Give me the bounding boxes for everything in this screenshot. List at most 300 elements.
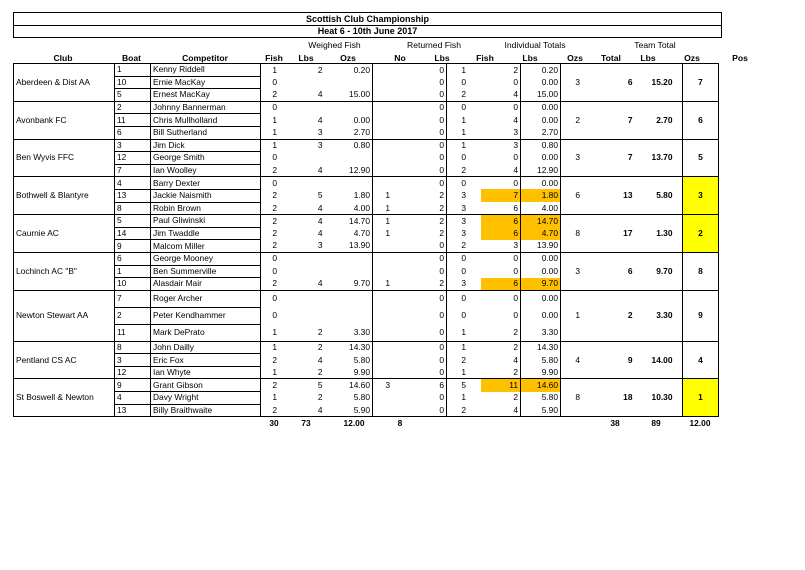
weighed-lbs [289, 76, 325, 89]
individual-fish: 1 [447, 64, 481, 77]
returned-no [373, 324, 403, 341]
individual-fish: 3 [447, 202, 481, 215]
individual-ozs: 4.00 [521, 202, 561, 215]
returned-lbs: 0 [403, 354, 447, 367]
returned-lbs: 0 [403, 252, 447, 265]
returned-lbs: 0 [403, 307, 447, 324]
weighed-fish-count: 2 [261, 354, 289, 367]
table-row [14, 101, 719, 114]
team-total-ozs: 5.80 [635, 177, 675, 215]
col-indiv-lbs: Lbs [522, 53, 538, 63]
returned-lbs: 2 [403, 227, 447, 240]
competitor-name: Grant Gibson [151, 379, 261, 392]
returned-no [373, 354, 403, 367]
returned-no: 1 [373, 278, 403, 291]
individual-ozs: 5.80 [521, 392, 561, 405]
returned-no [373, 240, 403, 253]
returned-lbs: 2 [403, 202, 447, 215]
weighed-lbs: 2 [289, 64, 325, 77]
boat-number: 11 [115, 324, 151, 341]
boat-number: 13 [115, 189, 151, 202]
club-name: St Boswell & Newton [14, 379, 115, 417]
returned-no [373, 366, 403, 379]
team-total-fish: 6 [561, 177, 595, 215]
col-team-total: Total [601, 53, 621, 63]
club-name: Avonbank FC [14, 101, 115, 139]
club-name: Bothwell & Blantyre [14, 177, 115, 215]
team-total-fish: 4 [561, 341, 595, 379]
individual-totals-header: Individual Totals [504, 40, 566, 50]
weighed-lbs: 5 [317, 190, 323, 201]
returned-lbs: 0 [403, 126, 447, 139]
weighed-lbs: 4 [317, 228, 323, 239]
individual-lbs: 3 [481, 139, 521, 152]
individual-ozs: 12.90 [521, 164, 561, 177]
weighed-ozs: 5.80 [325, 354, 373, 367]
spacer-cell [675, 252, 683, 290]
individual-fish: 1 [447, 324, 481, 341]
team-total-fish: 8 [561, 379, 595, 417]
individual-lbs: 0 [481, 101, 521, 114]
table-row [14, 341, 719, 354]
returned-no [373, 164, 403, 177]
individual-lbs: 2 [481, 324, 521, 341]
team-total-fish: 1 [561, 290, 595, 341]
weighed-fish-count: 0 [261, 152, 289, 165]
individual-fish: 3 [461, 228, 467, 239]
individual-lbs: 2 [481, 341, 521, 354]
weighed-ozs: 0.80 [325, 139, 373, 152]
weighed-lbs [289, 290, 325, 307]
weighed-lbs: 4 [317, 114, 323, 125]
individual-fish: 1 [461, 114, 467, 125]
weighed-fish-count: 1 [261, 126, 289, 139]
individual-lbs: 4 [481, 114, 521, 127]
returned-lbs: 0 [403, 366, 447, 379]
col-weighed-ozs: Ozs [340, 53, 356, 63]
club-name: Aberdeen & Dist AA [14, 64, 115, 102]
individual-fish: 0 [461, 265, 467, 276]
total-weighed-ozs: 12.00 [343, 418, 365, 428]
individual-ozs: 13.90 [521, 240, 561, 253]
competitor-name: Jackie Naismith [151, 189, 261, 202]
weighed-ozs: 3.30 [325, 324, 373, 341]
team-total-ozs: 1.30 [635, 215, 675, 253]
team-total-lbs: 7 [595, 139, 635, 177]
individual-fish: 2 [447, 89, 481, 102]
individual-fish: 3 [447, 215, 481, 228]
individual-fish: 2 [447, 404, 481, 417]
individual-ozs: 0.00 [521, 265, 561, 278]
weighed-fish-count: 1 [261, 114, 289, 127]
weighed-lbs: 2 [289, 341, 325, 354]
col-boat: Boat [121, 53, 142, 63]
team-total-ozs: 14.00 [635, 341, 675, 379]
individual-lbs: 11 [481, 379, 521, 392]
table-row [14, 64, 719, 77]
boat-number: 11 [115, 114, 151, 127]
returned-lbs: 0 [403, 101, 447, 114]
position-badge: 8 [683, 252, 719, 290]
team-total-fish: 3 [561, 64, 595, 102]
weighed-ozs [325, 101, 373, 114]
boat-number: 13 [115, 404, 151, 417]
total-team-lbs: 89 [651, 418, 661, 428]
individual-lbs: 7 [481, 189, 521, 202]
team-total-fish: 2 [561, 101, 595, 139]
weighed-ozs: 13.90 [325, 240, 373, 253]
boat-number: 10 [115, 76, 151, 89]
total-returned-no: 8 [397, 418, 403, 428]
returned-fish-header: Returned Fish [407, 40, 461, 50]
boat-number: 1 [115, 265, 151, 278]
weighed-ozs: 9.70 [325, 278, 373, 291]
individual-fish: 2 [447, 164, 481, 177]
weighed-fish-count: 2 [261, 215, 289, 228]
weighed-lbs: 3 [289, 126, 325, 139]
returned-lbs: 2 [403, 215, 447, 228]
spacer-cell [675, 341, 683, 379]
weighed-ozs: 15.00 [325, 89, 373, 102]
sheet-subtitle: Heat 6 - 10th June 2017 [13, 25, 722, 38]
individual-lbs: 6 [481, 202, 521, 215]
club-name: Caurnie AC [14, 215, 115, 253]
weighed-lbs: 4 [317, 354, 323, 365]
weighed-ozs: 5.80 [325, 392, 373, 405]
individual-ozs: 14.30 [521, 341, 561, 354]
individual-ozs: 0.00 [521, 76, 561, 89]
returned-no [373, 290, 403, 307]
team-total-header: Team Total [634, 40, 676, 50]
table-row [14, 139, 719, 152]
individual-lbs: 0 [481, 177, 521, 190]
weighed-fish-count: 2 [261, 278, 289, 291]
weighed-fish-count: 0 [261, 177, 289, 190]
competitor-name: Peter Kendhammer [151, 307, 261, 324]
returned-no [373, 64, 403, 77]
individual-ozs: 0.00 [521, 152, 561, 165]
competitor-name: Malcom Miller [151, 240, 261, 253]
individual-ozs: 14.60 [521, 379, 561, 392]
individual-lbs: 2 [481, 64, 521, 77]
col-team-lbs: Lbs [640, 53, 656, 63]
returned-lbs: 0 [403, 290, 447, 307]
competitor-name: George Smith [151, 152, 261, 165]
individual-ozs: 0.00 [521, 307, 561, 324]
boat-number: 10 [115, 278, 151, 291]
spacer-cell [675, 290, 683, 341]
sheet-title: Scottish Club Championship [13, 12, 722, 26]
competitor-name: George Mooney [151, 252, 261, 265]
club-name: Ben Wyvis FFC [14, 139, 115, 177]
boat-number: 9 [115, 379, 151, 392]
weighed-fish-count: 1 [261, 64, 289, 77]
individual-lbs: 0 [481, 152, 521, 165]
individual-ozs: 1.80 [521, 189, 561, 202]
returned-lbs: 0 [403, 139, 447, 152]
col-weighed-fish: Fish [265, 53, 283, 63]
spacer-cell [675, 215, 683, 253]
individual-lbs: 2 [481, 366, 521, 379]
returned-lbs: 2 [403, 189, 447, 202]
spacer-cell [675, 101, 683, 139]
boat-number: 6 [115, 126, 151, 139]
individual-ozs: 4.70 [521, 227, 561, 240]
position-badge: 4 [683, 341, 719, 379]
team-total-lbs: 13 [595, 177, 635, 215]
team-total-ozs: 3.30 [635, 290, 675, 341]
competitor-name: John Dailly [151, 341, 261, 354]
individual-ozs: 5.80 [521, 354, 561, 367]
competitor-name: Ian Whyte [151, 366, 261, 379]
spacer-cell [675, 139, 683, 177]
weighed-lbs: 5 [289, 379, 325, 392]
team-total-lbs: 2 [595, 290, 635, 341]
returned-no: 3 [373, 379, 403, 392]
team-total-ozs: 15.20 [635, 64, 675, 102]
returned-no [373, 139, 403, 152]
boat-number: 6 [115, 252, 151, 265]
weighed-fish-count: 2 [261, 227, 289, 240]
individual-lbs: 3 [481, 240, 521, 253]
individual-lbs: 4 [481, 404, 521, 417]
individual-ozs: 0.00 [521, 290, 561, 307]
individual-ozs: 14.70 [521, 215, 561, 228]
team-total-ozs: 13.70 [635, 139, 675, 177]
individual-lbs: 6 [481, 215, 521, 228]
weighed-ozs [325, 152, 373, 165]
col-indiv-fish: Fish [476, 53, 494, 63]
boat-number: 7 [115, 290, 151, 307]
col-returned-lbs: Lbs [434, 53, 450, 63]
spacer-cell [675, 177, 683, 215]
position-badge: 5 [683, 139, 719, 177]
total-team-total: 38 [610, 418, 620, 428]
weighed-fish-count: 0 [261, 101, 289, 114]
boat-number: 1 [115, 64, 151, 77]
returned-no [373, 307, 403, 324]
position-badge: 3 [683, 177, 719, 215]
weighed-lbs [289, 307, 325, 324]
individual-ozs: 15.00 [521, 89, 561, 102]
boat-number: 4 [115, 177, 151, 190]
boat-number: 8 [115, 341, 151, 354]
boat-number: 5 [115, 215, 151, 228]
total-weighed-fish: 30 [269, 418, 279, 428]
competitor-name: Kenny Riddell [151, 64, 261, 77]
weighed-lbs [289, 265, 325, 278]
returned-lbs: 0 [403, 76, 447, 89]
weighed-ozs [325, 307, 373, 324]
weighed-lbs [289, 152, 325, 165]
col-pos: Pos [732, 53, 748, 63]
individual-ozs: 0.20 [521, 64, 561, 77]
competitor-name: Roger Archer [151, 290, 261, 307]
returned-no [373, 404, 403, 417]
weighed-ozs [325, 177, 373, 190]
individual-ozs: 0.00 [521, 114, 561, 127]
individual-fish: 0 [447, 177, 481, 190]
returned-lbs: 0 [403, 404, 447, 417]
returned-no [373, 341, 403, 354]
competitor-name: Davy Wright [151, 392, 261, 405]
col-club: Club [53, 53, 73, 63]
weighed-fish-header: Weighed Fish [308, 40, 361, 50]
returned-no: 1 [373, 215, 403, 228]
boat-number: 7 [115, 164, 151, 177]
weighed-ozs: 0.20 [325, 64, 373, 77]
returned-lbs: 0 [403, 164, 447, 177]
weighed-lbs: 4 [289, 278, 325, 291]
weighed-fish-count: 0 [261, 265, 289, 278]
individual-lbs: 4 [481, 164, 521, 177]
weighed-lbs: 4 [289, 164, 325, 177]
table-row [14, 215, 719, 228]
competitor-name: Bill Sutherland [151, 126, 261, 139]
individual-lbs: 4 [481, 354, 521, 367]
team-total-fish: 8 [561, 215, 595, 253]
returned-lbs: 0 [403, 341, 447, 354]
weighed-ozs: 14.70 [325, 215, 373, 228]
returned-no [373, 252, 403, 265]
team-total-ozs: 10.30 [635, 379, 675, 417]
individual-fish: 0 [447, 290, 481, 307]
col-team-ozs: Ozs [684, 53, 700, 63]
weighed-fish-count: 2 [261, 202, 289, 215]
individual-lbs: 4 [481, 89, 521, 102]
returned-lbs: 2 [403, 278, 447, 291]
returned-no [373, 265, 403, 278]
weighed-lbs [289, 101, 325, 114]
returned-lbs: 0 [403, 240, 447, 253]
weighed-fish-count: 2 [261, 404, 289, 417]
individual-ozs: 3.30 [521, 324, 561, 341]
weighed-fish-count: 0 [261, 252, 289, 265]
weighed-fish-count: 1 [261, 139, 289, 152]
individual-fish: 1 [447, 126, 481, 139]
individual-lbs: 0 [481, 76, 521, 89]
individual-lbs: 0 [481, 252, 521, 265]
team-total-lbs: 18 [595, 379, 635, 417]
position-badge: 6 [683, 101, 719, 139]
individual-lbs: 3 [481, 126, 521, 139]
individual-fish: 1 [461, 392, 467, 403]
individual-fish: 1 [447, 139, 481, 152]
col-competitor: Competitor [182, 53, 228, 63]
individual-fish: 2 [447, 240, 481, 253]
weighed-fish-count: 0 [261, 76, 289, 89]
individual-fish: 2 [461, 354, 467, 365]
weighed-ozs: 1.80 [325, 189, 373, 202]
returned-lbs: 0 [403, 265, 447, 278]
returned-no: 1 [385, 228, 391, 239]
individual-fish: 0 [461, 310, 467, 321]
team-total-lbs: 17 [595, 215, 635, 253]
weighed-lbs: 2 [317, 392, 323, 403]
weighed-ozs [325, 290, 373, 307]
weighed-lbs: 4 [289, 215, 325, 228]
competitor-name: Barry Dexter [151, 177, 261, 190]
weighed-fish-count: 0 [261, 307, 289, 324]
weighed-fish-count: 2 [261, 164, 289, 177]
col-returned-no: No [394, 53, 406, 63]
competitor-name: Chris Mullholland [151, 114, 261, 127]
table-row [14, 252, 719, 265]
weighed-fish-count: 1 [261, 366, 289, 379]
position-badge: 1 [683, 379, 719, 417]
individual-fish: 0 [447, 252, 481, 265]
individual-lbs: 0 [481, 307, 521, 324]
returned-lbs: 0 [403, 64, 447, 77]
competitor-name: Ian Woolley [151, 164, 261, 177]
col-indiv-ozs: Ozs [567, 53, 583, 63]
competitor-name: Ernie MacKay [151, 76, 261, 89]
weighed-ozs: 9.90 [325, 366, 373, 379]
returned-lbs: 0 [403, 324, 447, 341]
weighed-lbs: 3 [289, 139, 325, 152]
competitor-name: Billy Braithwaite [151, 404, 261, 417]
boat-number: 3 [115, 354, 151, 367]
weighed-ozs: 2.70 [325, 126, 373, 139]
spacer-cell [675, 64, 683, 102]
returned-no: 1 [373, 202, 403, 215]
weighed-lbs: 2 [289, 366, 325, 379]
returned-lbs: 6 [403, 379, 447, 392]
table-row [14, 379, 719, 392]
team-total-lbs: 9 [595, 341, 635, 379]
weighed-ozs: 4.70 [325, 227, 373, 240]
weighed-ozs: 14.30 [325, 341, 373, 354]
individual-lbs: 0 [481, 290, 521, 307]
weighed-fish-count: 0 [261, 290, 289, 307]
boat-number: 2 [115, 101, 151, 114]
returned-no [373, 152, 403, 165]
returned-lbs: 0 [403, 89, 447, 102]
weighed-ozs: 14.60 [325, 379, 373, 392]
position-badge: 2 [683, 215, 719, 253]
weighed-lbs: 3 [289, 240, 325, 253]
club-name: Newton Stewart AA [14, 290, 115, 341]
individual-ozs: 0.80 [521, 139, 561, 152]
weighed-lbs: 4 [289, 89, 325, 102]
weighed-fish-count: 2 [261, 240, 289, 253]
individual-lbs: 0 [481, 265, 521, 278]
boat-number: 9 [115, 240, 151, 253]
spacer-cell [675, 379, 683, 417]
weighed-ozs: 0.00 [325, 114, 373, 127]
individual-fish: 1 [447, 341, 481, 354]
individual-fish: 0 [461, 152, 467, 163]
competitor-name: Ernest MacKay [151, 89, 261, 102]
returned-no: 1 [385, 190, 391, 201]
individual-fish: 1 [447, 366, 481, 379]
weighed-ozs: 4.00 [325, 202, 373, 215]
individual-fish: 0 [461, 76, 467, 87]
individual-lbs: 6 [481, 278, 521, 291]
club-name: Pentland CS AC [14, 341, 115, 379]
returned-no [373, 101, 403, 114]
team-total-fish: 3 [561, 139, 595, 177]
team-total-fish: 3 [561, 252, 595, 290]
returned-no [373, 76, 403, 89]
competitor-name: Jim Twaddle [151, 227, 261, 240]
weighed-ozs [325, 265, 373, 278]
boat-number: 4 [115, 392, 151, 405]
team-total-ozs: 2.70 [635, 101, 675, 139]
returned-lbs: 0 [403, 177, 447, 190]
table-row [14, 290, 719, 307]
competitor-name: Alasdair Mair [151, 278, 261, 291]
